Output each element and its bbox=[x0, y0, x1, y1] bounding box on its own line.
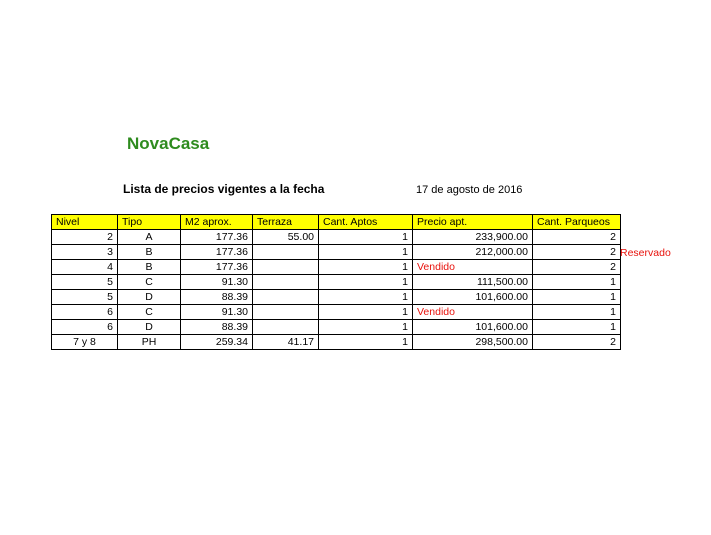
cell-tipo: PH bbox=[118, 335, 181, 350]
cell-nivel: 3 bbox=[52, 245, 118, 260]
cell-terraza: 55.00 bbox=[253, 230, 319, 245]
cell-nivel: 7 y 8 bbox=[52, 335, 118, 350]
cell-nivel: 5 bbox=[52, 275, 118, 290]
cell-precio: 101,600.00 bbox=[413, 320, 533, 335]
cell-precio: 101,600.00 bbox=[413, 290, 533, 305]
cell-precio-vendido: Vendido bbox=[413, 260, 533, 275]
cell-terraza bbox=[253, 320, 319, 335]
cell-m2: 88.39 bbox=[181, 290, 253, 305]
cell-terraza bbox=[253, 245, 319, 260]
column-header: Cant. Aptos bbox=[319, 215, 413, 230]
cell-precio: 233,900.00 bbox=[413, 230, 533, 245]
cell-terraza bbox=[253, 275, 319, 290]
cell-parqueos: 2 bbox=[533, 335, 621, 350]
cell-m2: 177.36 bbox=[181, 260, 253, 275]
cell-aptos: 1 bbox=[319, 305, 413, 320]
cell-parqueos: 1 bbox=[533, 290, 621, 305]
cell-parqueos: 2 bbox=[533, 230, 621, 245]
cell-tipo: C bbox=[118, 275, 181, 290]
table-row bbox=[52, 335, 621, 350]
column-header: Precio apt. bbox=[413, 215, 533, 230]
column-header: M2 aprox. bbox=[181, 215, 253, 230]
price-list-date: 17 de agosto de 2016 bbox=[416, 184, 523, 196]
cell-aptos: 1 bbox=[319, 260, 413, 275]
cell-parqueos: 2 bbox=[533, 260, 621, 275]
column-header: Terraza bbox=[253, 215, 319, 230]
cell-m2: 177.36 bbox=[181, 245, 253, 260]
cell-parqueos: 1 bbox=[533, 275, 621, 290]
brand-title: NovaCasa bbox=[127, 134, 210, 153]
cell-m2: 91.30 bbox=[181, 275, 253, 290]
column-header: Cant. Parqueos bbox=[533, 215, 621, 230]
cell-m2: 88.39 bbox=[181, 320, 253, 335]
table-header-row bbox=[52, 215, 621, 230]
cell-precio: 298,500.00 bbox=[413, 335, 533, 350]
cell-m2: 91.30 bbox=[181, 305, 253, 320]
cell-tipo: D bbox=[118, 290, 181, 305]
cell-tipo: B bbox=[118, 260, 181, 275]
table-row bbox=[52, 320, 621, 335]
cell-aptos: 1 bbox=[319, 335, 413, 350]
cell-aptos: 1 bbox=[319, 275, 413, 290]
table-row bbox=[52, 230, 621, 245]
cell-nivel: 6 bbox=[52, 320, 118, 335]
cell-terraza bbox=[253, 260, 319, 275]
cell-tipo: C bbox=[118, 305, 181, 320]
cell-parqueos: 1 bbox=[533, 320, 621, 335]
cell-m2: 259.34 bbox=[181, 335, 253, 350]
cell-precio: 212,000.00 bbox=[413, 245, 533, 260]
cell-m2: 177.36 bbox=[181, 230, 253, 245]
cell-terraza bbox=[253, 290, 319, 305]
cell-nivel: 5 bbox=[52, 290, 118, 305]
table-row bbox=[52, 260, 621, 275]
cell-precio-vendido: Vendido bbox=[413, 305, 533, 320]
column-header: Nivel bbox=[52, 215, 118, 230]
table-row bbox=[52, 245, 621, 260]
reserved-note: Reservado bbox=[620, 247, 671, 259]
table-row bbox=[52, 290, 621, 305]
cell-nivel: 6 bbox=[52, 305, 118, 320]
cell-aptos: 1 bbox=[319, 320, 413, 335]
cell-tipo: D bbox=[118, 320, 181, 335]
cell-aptos: 1 bbox=[319, 290, 413, 305]
cell-terraza: 41.17 bbox=[253, 335, 319, 350]
cell-parqueos: 2 bbox=[533, 245, 621, 260]
table-row bbox=[52, 305, 621, 320]
cell-tipo: B bbox=[118, 245, 181, 260]
price-table bbox=[51, 214, 621, 350]
cell-precio: 111,500.00 bbox=[413, 275, 533, 290]
cell-terraza bbox=[253, 305, 319, 320]
table-row bbox=[52, 275, 621, 290]
cell-aptos: 1 bbox=[319, 245, 413, 260]
cell-parqueos: 1 bbox=[533, 305, 621, 320]
column-header: Tipo bbox=[118, 215, 181, 230]
cell-aptos: 1 bbox=[319, 230, 413, 245]
price-list-title: Lista de precios vigentes a la fecha bbox=[123, 182, 325, 196]
cell-tipo: A bbox=[118, 230, 181, 245]
cell-nivel: 4 bbox=[52, 260, 118, 275]
cell-nivel: 2 bbox=[52, 230, 118, 245]
